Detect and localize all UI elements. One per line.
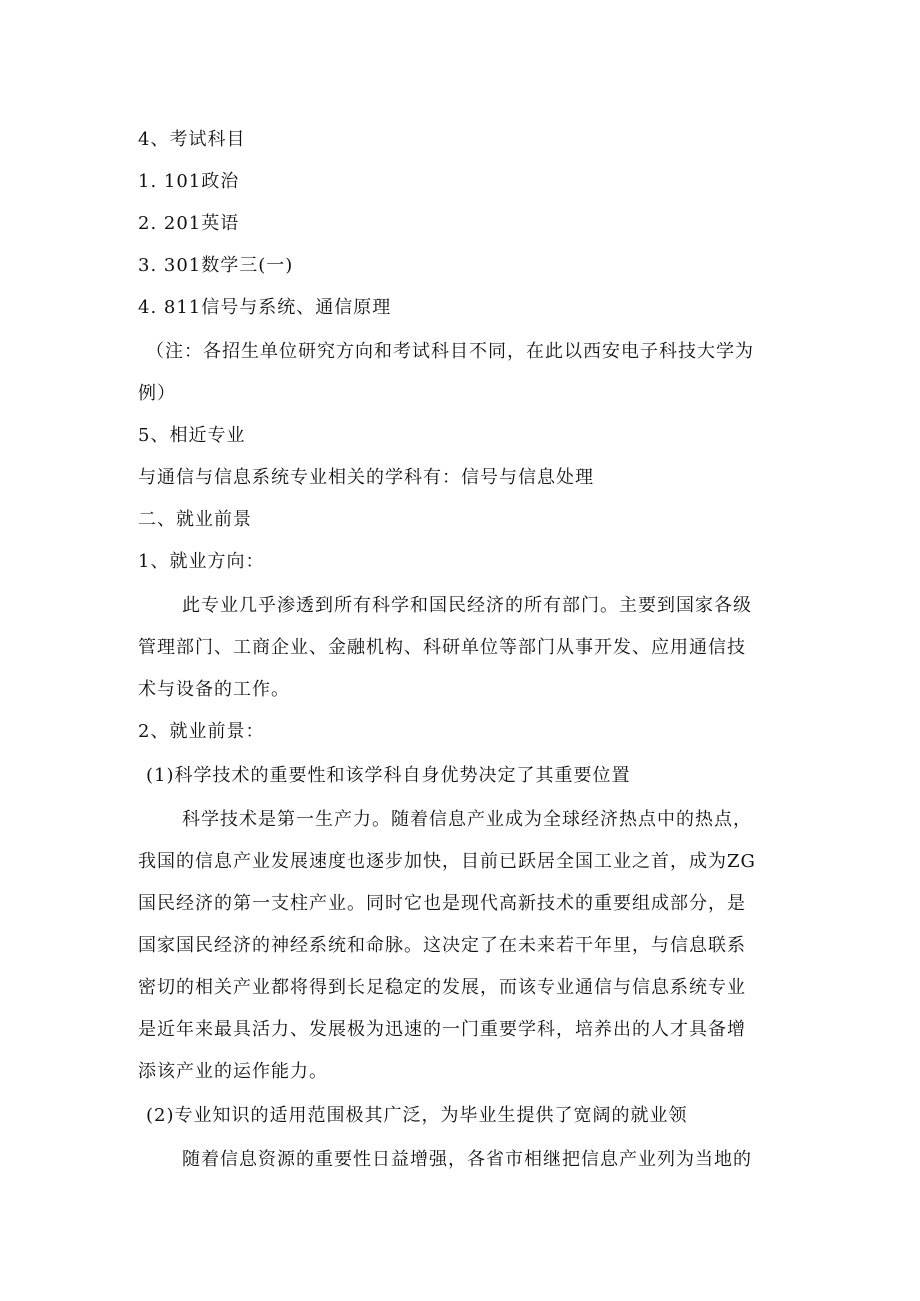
- paragraph-prospects-1-line-2: 我国的信息产业发展速度也逐步加快，目前已跃居全国工业之首，成为ZG: [138, 851, 756, 872]
- paragraph-prospects-1-line-1: 科学技术是第一生产力。随着信息产业成为全球经济热点中的热点，: [182, 809, 752, 830]
- paragraph-prospects-1-line-5: 密切的相关产业都将得到长足稳定的发展，而该专业通信与信息系统专业: [138, 977, 746, 998]
- paragraph-prospects-2-line-1: 随着信息资源的重要性日益增强，各省市相继把信息产业列为当地的: [182, 1149, 752, 1170]
- paragraph-prospects-1-line-3: 国民经济的第一支柱产业。同时它也是现代高新技术的重要组成部分，是: [138, 893, 746, 914]
- section-heading-employment-direction: 1、就业方向：: [138, 551, 265, 572]
- subheading-prospects-1: (1)科学技术的重要性和该学科自身优势决定了其重要位置: [146, 765, 631, 786]
- paragraph-related-majors: 与通信与信息系统专业相关的学科有：信号与信息处理: [138, 467, 594, 488]
- list-item-exam-subject-3: 3. 301数学三(一): [138, 255, 294, 276]
- paragraph-prospects-1-line-4: 国家国民经济的神经系统和命脉。这决定了在未来若干年里，与信息联系: [138, 935, 746, 956]
- paragraph-employment-direction-line-1: 此专业几乎渗透到所有科学和国民经济的所有部门。主要到国家各级: [182, 595, 752, 616]
- list-item-exam-subject-4: 4. 811信号与系统、通信原理: [138, 297, 392, 318]
- section-heading-related-majors: 5、相近专业: [138, 425, 246, 446]
- list-item-exam-subject-2: 2. 201英语: [138, 213, 240, 234]
- section-heading-employment-prospects: 2、就业前景：: [138, 721, 265, 742]
- paragraph-employment-direction-line-3: 术与设备的工作。: [138, 679, 290, 700]
- section-heading-exam-subjects: 4、考试科目: [138, 129, 246, 150]
- note-line-2: 例）: [138, 383, 176, 404]
- note-line-1: （注：各招生单位研究方向和考试科目不同，在此以西安电子科技大学为: [146, 341, 754, 362]
- subheading-prospects-2: (2)专业知识的适用范围极其广泛，为毕业生提供了宽阔的就业领: [146, 1105, 688, 1126]
- paragraph-prospects-1-line-7: 添该产业的运作能力。: [138, 1061, 328, 1082]
- paragraph-prospects-1-line-6: 是近年来最具活力、发展极为迅速的一门重要学科，培养出的人才具备增: [138, 1019, 746, 1040]
- chapter-heading-employment: 二、就业前景: [138, 509, 252, 530]
- paragraph-employment-direction-line-2: 管理部门、工商企业、金融机构、科研单位等部门从事开发、应用通信技: [138, 637, 746, 658]
- list-item-exam-subject-1: 1. 101政治: [138, 171, 240, 192]
